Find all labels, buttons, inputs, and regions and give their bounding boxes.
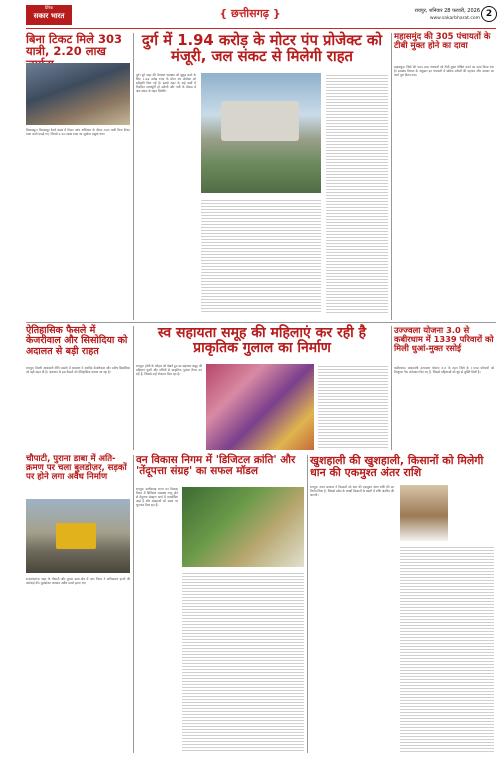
- story-lead: [136, 33, 388, 318]
- body-bottom-right-col2: [400, 545, 494, 753]
- section-title: छत्तीसगढ़: [231, 7, 269, 20]
- body-mid-right: कबीरधाम। प्रधानमंत्री उज्ज्वला योजना 3.0 के तहत जिले के 1339 परिवारों को निःशुल्क गैस कनेक्शन दिए गए हैं, जिससे महिलाओं को धुएं से मुक्ति मिली है।: [394, 366, 494, 375]
- photo-water-tank: [201, 73, 321, 193]
- headline-lead: दुर्ग में 1.94 करोड़ के मोटर पंप प्रोजेक्ट को मंजूरी, जल संकट से मिलेगी राहत: [141, 32, 383, 65]
- headline-mid-left: ऐतिहासिक फैसले में केजरीवाल और सिसोदिया को अदालत से बड़ी राहत: [26, 325, 128, 357]
- headline-mid-center: स्व सहायता समूह की महिलाएं कर रही है प्राकृतिक गुलाल का निर्माण: [157, 325, 367, 357]
- brace-left-icon: {: [219, 7, 228, 20]
- bulldozer-shape: [56, 523, 96, 549]
- page-number-badge: 2: [481, 6, 497, 22]
- story-mid-left: [26, 326, 130, 450]
- photo-forest-collection: [182, 487, 304, 567]
- body-bottom-left: राजनांदगांव। शहर के चौपाटी और पुराना डाबा क्षेत्र में नगर निगम ने अतिक्रमण हटाने की कार्रवाई की। बुलडोज़र चलाकर अवैध कब्जे हटाए गए।: [26, 577, 130, 586]
- column-rule: [391, 326, 392, 450]
- column-rule: [133, 326, 134, 450]
- body-lead-col1: दुर्ग। दुर्ग शहर की पेयजल व्यवस्था को सुदृढ़ करने के लिए 1.94 करोड़ रुपए के मोटर पंप प्रोजेक्ट को स्वीकृति मिल गई है। इससे शहर के कई वार्डों में नियमित जलापूर्ति हो सकेगी और गर्मी के मौसम में जल संकट से राहत मिलेगी।: [136, 73, 196, 94]
- newspaper-logo: [26, 5, 72, 25]
- brace-right-icon: }: [272, 7, 281, 20]
- body-mid-center-col2: [318, 364, 388, 450]
- body-top-left: बिलासपुर। बिलासपुर रेलवे मंडल में टिकट जांच अभियान के दौरान 303 यात्री बिना टिकट यात्रा करते पकड़े गए, जिनसे 2.20 लाख रुपए का जुर्माना वसूला गया।: [26, 128, 130, 137]
- logo-small-text: दैनिक: [44, 5, 54, 10]
- photo-official-portrait: [400, 485, 448, 541]
- logo-name: सकार भारत: [33, 12, 65, 20]
- headline-bottom-right: खुशहाली की खुशहाली, किसानों को मिलेगी धान की एकमुश्त अंतर राशि: [310, 454, 484, 479]
- photo-bulldozer: [26, 499, 130, 573]
- story-mid-right: [394, 326, 494, 450]
- headline-bottom-center: वन विकास निगम में 'डिजिटल क्रांति' और 'तेंदूपत्ता संग्रह' का सफल मॉडल: [136, 454, 296, 478]
- body-mid-center: रायपुर। होली के त्योहार को देखते हुए स्व सहायता समूह की महिलाएं फूलों और पत्तियों से प्राकृतिक गुलाल तैयार कर रही हैं, जिससे उन्हें रोजगार मिल रहा है।: [136, 364, 202, 377]
- column-rule: [133, 33, 134, 320]
- headline-mid-right: उज्ज्वला योजना 3.0 से कबीरधाम में 1339 परिवारों को मिली धुआं-मुक्त रसोई: [394, 325, 494, 353]
- masthead: [0, 0, 500, 30]
- story-top-left: [26, 33, 130, 320]
- section-name: [190, 6, 310, 21]
- story-bottom-left: [26, 455, 130, 753]
- body-lead-col3: [201, 198, 321, 313]
- masthead-rule: [26, 28, 496, 29]
- photo-ticket-check: [26, 63, 130, 125]
- body-mid-left: रायपुर। दिल्ली आबकारी नीति मामले में अदालत ने अरविंद केजरीवाल और मनीष सिसोदिया को बड़ी राहत दी है। अदालत के इस फैसले को ऐतिहासिक बताया जा रहा है।: [26, 366, 130, 375]
- headline-bottom-left: चौपाटी, पुराना डाबा में अति-क्रमण पर चला बुलडोज़र, सड़कों पर होने लगा अवैध निर्माण: [26, 454, 127, 483]
- body-bottom-center: रायपुर। छत्तीसगढ़ राज्य वन विकास निगम में डिजिटल व्यवस्था लागू होने से तेंदूपत्ता संग्रहण कार्य में पारदर्शिता आई है और संग्राहकों को समय पर भुगतान मिल रहा है।: [136, 487, 178, 508]
- body-bottom-center-col2: [182, 571, 304, 753]
- date-line: रायपुर, शनिवार 28 फरवरी, 2026: [414, 8, 480, 14]
- body-top-right: महासमुंद। जिले की 305 ग्राम पंचायतों को टीबी मुक्त घोषित करने का दावा किया गया है। स्वास्थ्य विभाग के अनुसार इन पंचायतों में सक्रिय मरीजों की पहचान और उपचार का कार्य पूरा किया गया।: [394, 65, 494, 78]
- story-top-right: [394, 33, 494, 320]
- body-bottom-right: रायपुर। राज्य सरकार ने किसानों को धान की एकमुश्त अंतर राशि देने का निर्णय लिया है, जिससे प्रदेश के लाखों किसानों के खातों में राशि अंतरित की जाएगी।: [310, 485, 394, 498]
- column-rule: [307, 455, 308, 753]
- column-rule: [133, 455, 134, 753]
- body-lead-col2: [326, 73, 388, 313]
- story-bottom-right: [310, 455, 494, 753]
- website[interactable]: www.sakarbharat.com: [429, 16, 480, 21]
- story-bottom-center: [136, 455, 304, 753]
- headline-top-left: बिना टिकट मिले 303 यात्री, 2.20 लाख: [26, 32, 122, 59]
- section-rule: [26, 322, 496, 323]
- photo-women-group: [206, 364, 314, 450]
- story-mid-center: [136, 326, 388, 450]
- column-rule: [391, 33, 392, 320]
- headline-top-right: महासमुंद की 305 पंचायतों के टीबी मुक्त होने का दावा: [394, 32, 491, 52]
- tank-shape: [221, 101, 299, 141]
